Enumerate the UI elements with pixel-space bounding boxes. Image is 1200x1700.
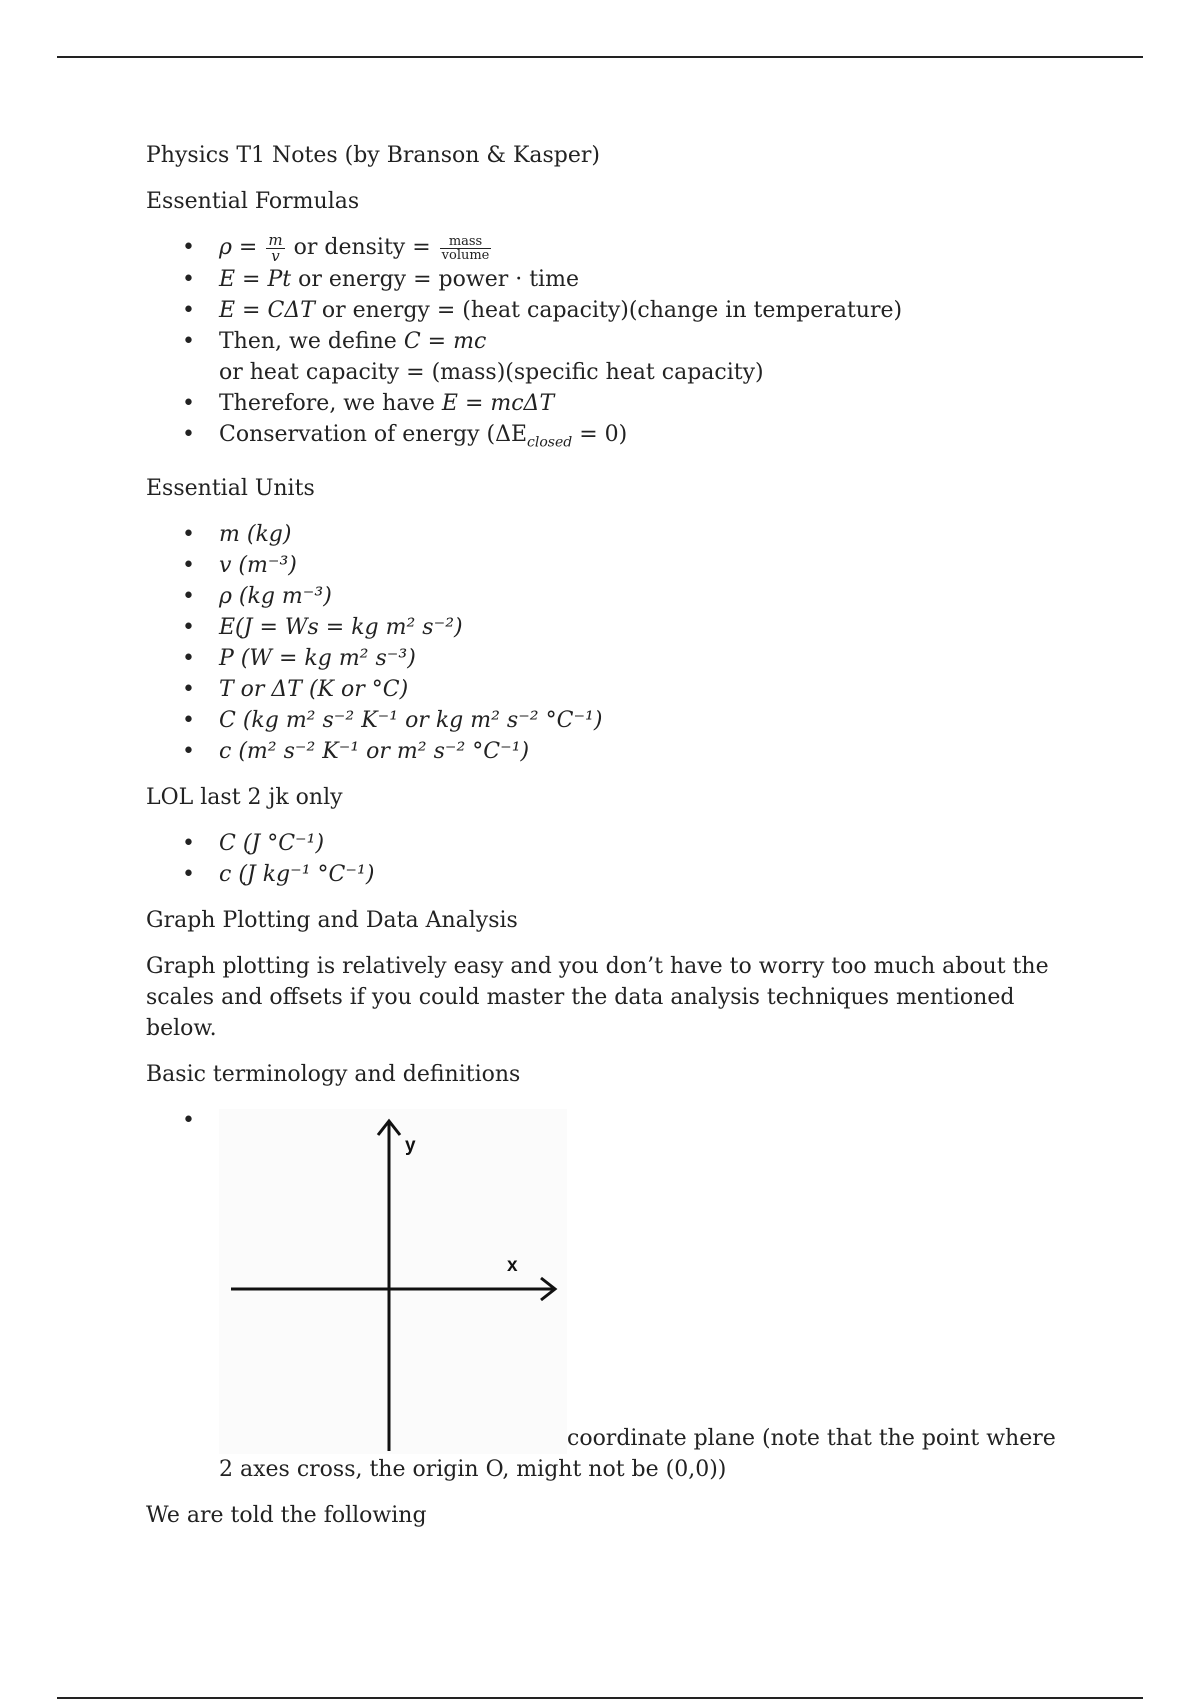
y-axis-label: • y [405,1134,416,1156]
fraction-mass-over-volume: $\frac{\text{mass}}{\text{volume}}$ [441,233,490,263]
units-list [146,519,1076,767]
closing-line: We are told the following [146,1502,427,1528]
unit-item: • m (kg) [146,519,1076,550]
unit-item: • C (kg m² s⁻² K⁻¹ or kg m² s⁻² °C⁻¹) [146,705,1076,736]
formula-energy-power: • E = Pt or energy = power · time [146,264,1076,295]
coordinate-plane-caption: coordinate plane (note that the point where 2 axes cross, the origin O, might not be (0,0)) [219,1425,1056,1482]
formula-define-c: • Then, we define C = mc or heat capacity = (mass)(specific heat capacity) [146,326,1076,388]
terminology-list [146,1105,1076,1485]
lol-units-list [146,828,1076,890]
header-rule [57,56,1143,58]
unit-item: • c (m² s⁻² K⁻¹ or m² s⁻² °C⁻¹) [146,736,1076,767]
formula-conservation: • Conservation of energy $(\Delta E_{closed} = 0)$ [146,419,1076,458]
fraction-m-over-v: $\frac{m}{v}$ [268,230,283,265]
terminology-heading: Basic terminology and definitions [146,1061,521,1087]
footer-rule [57,1697,1143,1699]
coordinate-plane-figure [219,1109,567,1454]
formula-density: • ρ = $\frac{m}{v}$ or density = $\frac{\text{mass}}{\text{volume}}$ [146,232,1076,264]
unit-item: • ρ (kg m⁻³) [146,581,1076,612]
formula-e-mcdt: • Therefore, we have E = mcΔT [146,388,1076,419]
unit-item: • P (W = kg m² s⁻³) [146,643,1076,674]
coordinate-plane-svg [219,1109,567,1454]
coordinate-plane-item [146,1105,1076,1485]
document-page [146,140,1076,1546]
x-axis-label: x [507,1254,518,1276]
unit-item: • C (J °C⁻¹) [146,828,1076,859]
graph-paragraph: Graph plotting is relatively easy and you don’t have to worry too much about the scales and offsets if you could master the data analysis techniques mentioned below. [146,953,1049,1041]
formula-energy-heat-capacity: • E = CΔT or energy = (heat capacity)(change in temperature) [146,295,1076,326]
lol-heading: LOL last 2 jk only [146,784,343,810]
graph-heading: Graph Plotting and Data Analysis [146,907,518,933]
units-heading: Essential Units [146,475,315,501]
unit-item: • c (J kg⁻¹ °C⁻¹) [146,859,1076,890]
formulas-list [146,232,1076,458]
formulas-heading: Essential Formulas [146,189,360,214]
unit-item: • E(J = Ws = kg m² s⁻²) [146,612,1076,643]
document-title: Physics T1 Notes (by Branson & Kasper) [146,143,601,168]
unit-item: • T or ΔT (K or °C) [146,674,1076,705]
unit-item: • v (m⁻³) [146,550,1076,581]
